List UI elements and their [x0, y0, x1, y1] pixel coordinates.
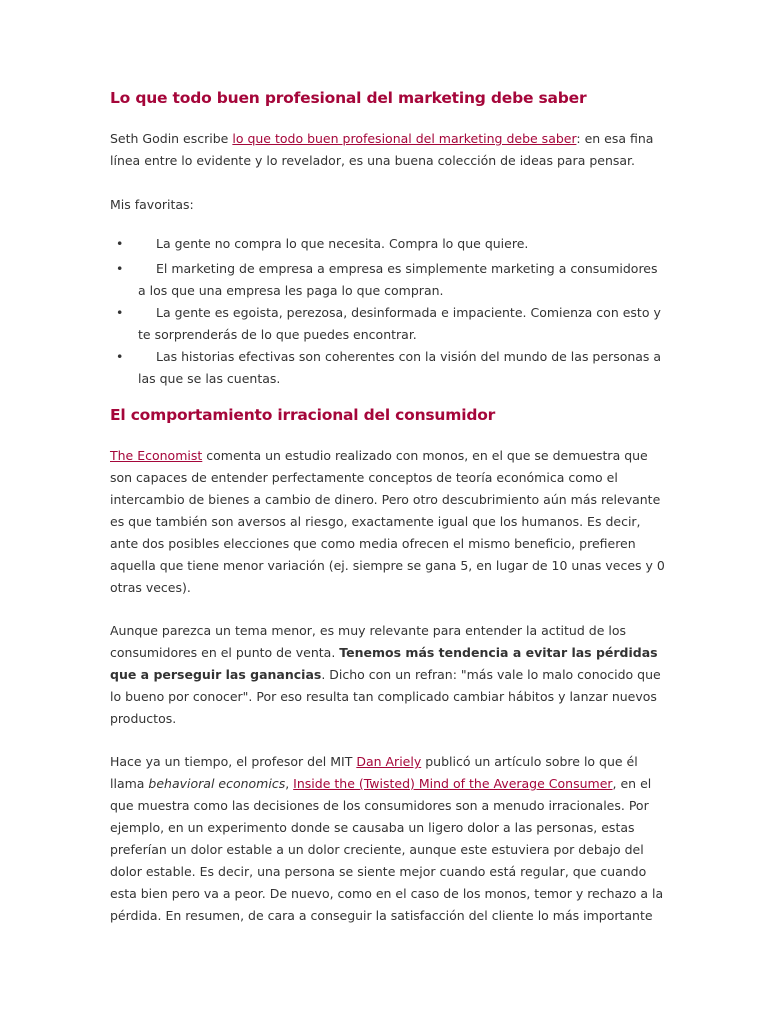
- list-item-text: Las historias efectivas son coherentes con la visión del mundo de las personas a: [156, 349, 662, 364]
- twisted-mind-article-link[interactable]: Inside the (Twisted) Mind of the Average Consumer: [293, 776, 613, 791]
- bullet-icon: •: [116, 349, 124, 364]
- paragraph-text: Hace ya un tiempo, el profesor del MIT: [110, 754, 357, 769]
- ariely-paragraph: [110, 751, 663, 927]
- paragraph-line: [110, 751, 663, 773]
- paragraph-text: consumidores en el punto de venta.: [110, 645, 340, 660]
- paragraph-text: publicó un artículo sobre lo que él: [421, 754, 638, 769]
- paragraph-text: comenta un estudio realizado con monos, en el que se demuestra que: [202, 448, 648, 463]
- economist-paragraph: [110, 445, 665, 599]
- article-title-marketing: Lo que todo buen profesional del marketing debe saber: [110, 89, 587, 107]
- paragraph-line: es que también son aversos al riesgo, exactamente igual que los humanos. Es decir,: [110, 514, 641, 529]
- emphasis-text: que a perseguir las ganancias: [110, 667, 322, 682]
- dan-ariely-link[interactable]: Dan Ariely: [356, 754, 422, 769]
- paragraph-text: . Dicho con un refran: "más vale lo malo conocido que: [321, 667, 661, 682]
- paragraph-line: preferían un dolor estable a un dolor creciente, aunque este estuviera por debajo del: [110, 842, 644, 857]
- loss-aversion-paragraph: [110, 620, 661, 730]
- intro-text: Seth Godin escribe: [110, 131, 233, 146]
- paragraph-line: Aunque parezca un tema menor, es muy relevante para entender la actitud de los: [110, 623, 626, 638]
- bullet-icon: •: [116, 261, 124, 276]
- list-item: [110, 302, 670, 346]
- intro-paragraph: [110, 128, 653, 172]
- list-item-text: las que se las cuentas.: [138, 371, 281, 386]
- list-item-text: El marketing de empresa a empresa es simplemente marketing a consumidores: [156, 261, 658, 276]
- bullet-icon: •: [116, 236, 124, 251]
- paragraph-line: productos.: [110, 711, 177, 726]
- paragraph-line: ante dos posibles elecciones que como media ofrecen el mismo beneficio, prefieren: [110, 536, 636, 551]
- paragraph-line: [110, 773, 663, 795]
- list-item: [110, 258, 670, 302]
- bullet-icon: •: [116, 305, 124, 320]
- intro-line-1: [110, 128, 653, 150]
- paragraph-line: dolor estable. Es decir, una persona se siente mejor cuando está regular, que cuando: [110, 864, 647, 879]
- paragraph-line: ejemplo, en un experimento donde se causaba un ligero dolor a las personas, estas: [110, 820, 635, 835]
- favorites-label: Mis favoritas:: [110, 197, 194, 212]
- paragraph-line: aquella que tiene menor variación (ej. siempre se gana 5, en lugar de 10 unas veces y 0: [110, 558, 665, 573]
- list-item: [110, 233, 670, 255]
- godin-article-link[interactable]: lo que todo buen profesional del marketing debe saber: [232, 131, 577, 146]
- favorites-list: [110, 233, 670, 390]
- intro-text-suffix: : en esa fina: [576, 131, 654, 146]
- paragraph-line: pérdida. En resumen, de cara a conseguir la satisfacción del cliente lo más importante: [110, 908, 653, 923]
- paragraph-text: , en el: [612, 776, 652, 791]
- article-title-consumer: El comportamiento irracional del consumidor: [110, 406, 496, 424]
- paragraph-line: [110, 445, 665, 467]
- paragraph-line: que muestra como las decisiones de los consumidores son a menudo irracionales. Por: [110, 798, 649, 813]
- list-item-text: te sorprenderás de lo que puedes encontrar.: [138, 327, 417, 342]
- paragraph-text: llama: [110, 776, 149, 791]
- emphasis-text: Tenemos más tendencia a evitar las pérdidas: [339, 645, 658, 660]
- intro-line-2: línea entre lo evidente y lo revelador, es una buena colección de ideas para pensar.: [110, 153, 636, 168]
- paragraph-line: lo bueno por conocer". Por eso resulta tan complicado cambiar hábitos y lanzar nuevos: [110, 689, 657, 704]
- economist-link[interactable]: The Economist: [110, 448, 203, 463]
- paragraph-line: otras veces).: [110, 580, 191, 595]
- paragraph-line: son capaces de entender perfectamente conceptos de teoría económica como el: [110, 470, 618, 485]
- italic-term: behavioral economics: [148, 776, 286, 791]
- list-item-text: a los que una empresa les paga lo que compran.: [138, 283, 444, 298]
- paragraph-line: [110, 642, 661, 664]
- paragraph-text: ,: [285, 776, 294, 791]
- list-item: [110, 346, 670, 390]
- paragraph-line: esta bien pero va a peor. De nuevo, como en el caso de los monos, temor y rechazo a la: [110, 886, 664, 901]
- list-item-text: La gente es egoista, perezosa, desinformada e impaciente. Comienza con esto y: [156, 305, 661, 320]
- list-item-text: La gente no compra lo que necesita. Compra lo que quiere.: [156, 236, 529, 251]
- paragraph-line: [110, 664, 661, 686]
- paragraph-line: intercambio de bienes a cambio de dinero. Pero otro descubrimiento aún más relevante: [110, 492, 661, 507]
